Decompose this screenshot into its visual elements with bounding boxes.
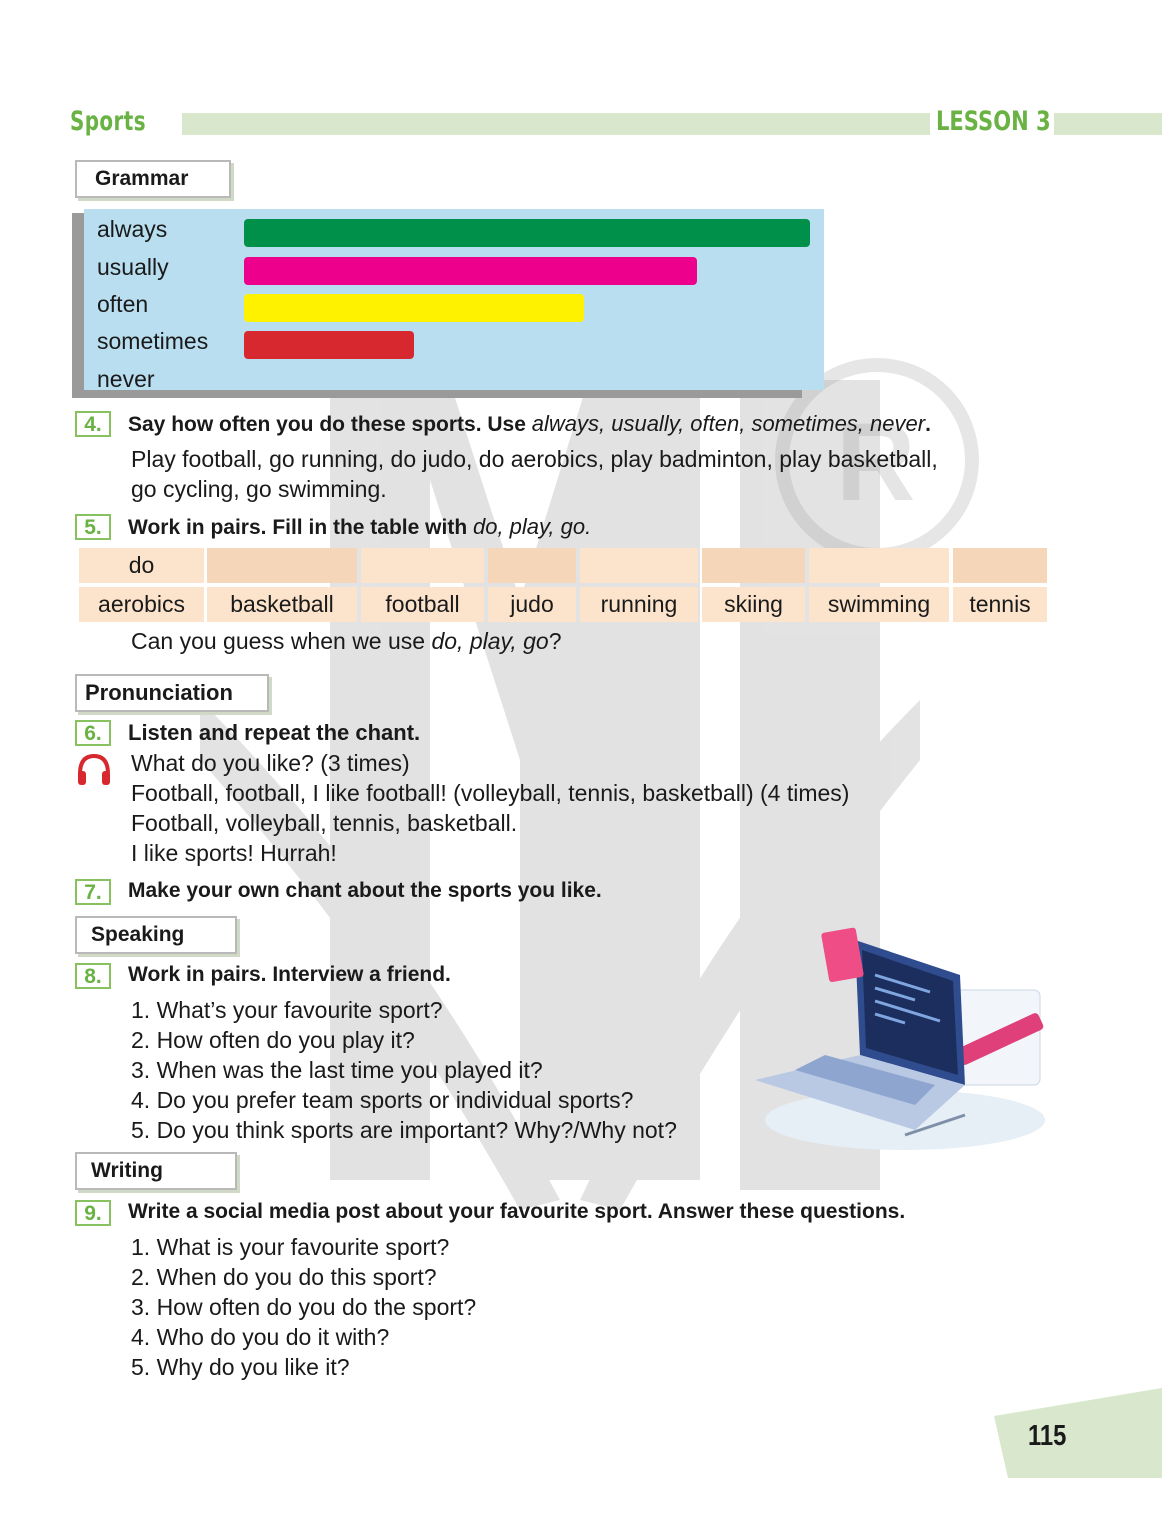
laptop-illustration <box>755 920 1055 1165</box>
table-head-empty <box>361 548 484 583</box>
exercise-5-instruction: Work in pairs. Fill in the table with do, play, go. <box>128 514 592 539</box>
grammar-shadow-bottom <box>72 390 802 398</box>
header-bar <box>182 113 930 135</box>
writing-label: Writing <box>75 1152 237 1190</box>
frequency-word: often <box>97 291 149 317</box>
table-head-empty <box>953 548 1047 583</box>
svg-text:R: R <box>836 401 916 524</box>
exercise-number: 6. <box>75 720 111 746</box>
header-bar-end <box>1054 113 1162 135</box>
table-cell-sport: tennis <box>953 587 1047 622</box>
table-head-empty <box>702 548 805 583</box>
chant-line: What do you like? (3 times) <box>131 750 410 776</box>
table-head-empty <box>580 548 698 583</box>
exercise-4-line: Play football, go running, do judo, do aerobics, play badminton, play basketball, <box>131 446 938 472</box>
writing-question: 3. How often do you do the sport? <box>131 1294 477 1320</box>
frequency-bar <box>244 331 414 359</box>
table-cell-sport: running <box>580 587 698 622</box>
speaking-label: Speaking <box>75 916 237 954</box>
exercise-9-instruction: Write a social media post about your favourite sport. Answer these questions. <box>128 1200 906 1223</box>
interview-question: 5. Do you think sports are important? Why?/Why not? <box>131 1117 677 1143</box>
frequency-bar <box>244 219 810 247</box>
frequency-bar <box>244 257 697 285</box>
grammar-label: Grammar <box>75 160 231 198</box>
writing-question: 5. Why do you like it? <box>131 1354 350 1380</box>
table-head-empty <box>488 548 576 583</box>
exercise-number: 9. <box>75 1200 111 1226</box>
chant-line: Football, volleyball, tennis, basketball. <box>131 810 518 836</box>
exercise-number: 5. <box>75 514 111 540</box>
interview-question: 2. How often do you play it? <box>131 1027 415 1053</box>
table-cell-sport: aerobics <box>79 587 204 622</box>
writing-question: 4. Who do you do it with? <box>131 1324 390 1350</box>
interview-question: 1. What’s your favourite sport? <box>131 997 443 1023</box>
exercise-number: 8. <box>75 963 111 989</box>
frequency-word: never <box>97 366 155 392</box>
table-head-empty <box>809 548 949 583</box>
exercise-number: 7. <box>75 879 111 905</box>
writing-question: 2. When do you do this sport? <box>131 1264 437 1290</box>
frequency-word: always <box>97 216 168 242</box>
table-head-empty <box>207 548 357 583</box>
lesson-label: LESSON 3 <box>936 106 1051 137</box>
headphones-icon[interactable] <box>76 752 112 788</box>
frequency-word: sometimes <box>97 328 209 354</box>
table-cell-sport: swimming <box>809 587 949 622</box>
grammar-shadow-left <box>72 213 84 398</box>
exercise-8-instruction: Work in pairs. Interview a friend. <box>128 963 451 986</box>
exercise-number: 4. <box>75 411 111 437</box>
table-cell-sport: basketball <box>207 587 357 622</box>
page-number: 115 <box>1028 1420 1067 1452</box>
pronunciation-label: Pronunciation <box>75 674 269 712</box>
exercise-4-line: go cycling, go swimming. <box>131 476 387 502</box>
page-number-tab <box>994 1388 1162 1478</box>
table-cell-sport: skiing <box>702 587 805 622</box>
table-head-do: do <box>79 548 204 583</box>
exercise-7-instruction: Make your own chant about the sports you like. <box>128 879 602 902</box>
exercise-6-instruction: Listen and repeat the chant. <box>128 720 421 745</box>
chant-line: Football, football, I like football! (volleyball, tennis, basketball) (4 times) <box>131 780 850 806</box>
chant-line: I like sports! Hurrah! <box>131 840 337 866</box>
unit-title: Sports <box>70 106 146 137</box>
interview-question: 4. Do you prefer team sports or individual sports? <box>131 1087 634 1113</box>
table-cell-sport: judo <box>488 587 576 622</box>
table-cell-sport: football <box>361 587 484 622</box>
interview-question: 3. When was the last time you played it? <box>131 1057 543 1083</box>
frequency-bar <box>244 294 584 322</box>
exercise-4-instruction: Say how often you do these sports. Use always, usually, often, sometimes, never. <box>128 411 931 436</box>
frequency-word: usually <box>97 254 169 280</box>
writing-question: 1. What is your favourite sport? <box>131 1234 450 1260</box>
exercise-5-question: Can you guess when we use do, play, go? <box>131 628 562 654</box>
